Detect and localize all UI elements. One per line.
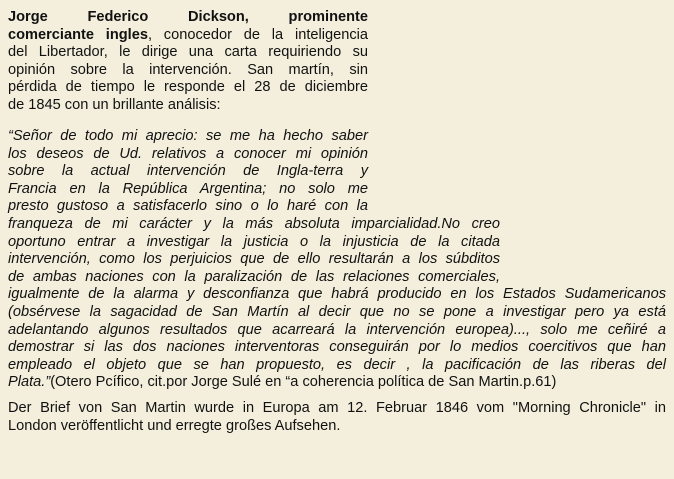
intro-paragraph: [8, 9, 368, 115]
quote-line: “Señor de todo mi aprecio: se me ha hecho saber: [8, 128, 368, 144]
german-line: Der Brief von San Martin wurde in Europa am 12. Februar 1846 vom "Morning Chronicle" in: [8, 400, 666, 416]
quote-line: adelantando algunos resultados que acarreará la intervención europea)..., solo me ceñiré a: [8, 321, 666, 338]
quote-line: franqueza de mi carácter y la más absoluta imparcialidad.No creo: [8, 215, 500, 232]
intro-line: del Libertador, le dirige una carta requiriendo su: [8, 44, 368, 61]
quote-line: demostrar si las dos naciones interventoras conseguirán por lo medios coercitivos que han: [8, 339, 666, 356]
citation: (Otero Pcífico, cit.por Jorge Sulé en “a coherencia política de San Martin.p.61): [50, 374, 557, 391]
quote-line: sobre la actual intervención de Ingla-terra y: [8, 163, 368, 180]
quote-line: igualmente de la alarma y desconfianza que habrá producido en los Estados Sudamericanos: [8, 286, 666, 303]
quote-end: Plata.”: [8, 374, 51, 391]
quote-line: presto gustoso a satisfacerlo sino o lo haré con la: [8, 198, 368, 215]
quote-line: los deseos de Ud. relativos a conocer mi opinión: [8, 145, 368, 162]
quote-line: de ambas naciones con la paralización de las relaciones comerciales,: [8, 268, 500, 285]
author-role: comerciante ingles: [8, 26, 148, 43]
intro-line: pérdida de tiempo le responde el 28 de diciembre: [8, 79, 368, 96]
intro-line: de 1845 con un brillante análisis:: [8, 96, 221, 113]
german-paragraph: [8, 400, 666, 435]
intro-line: comerciante ingles, conocedor de la inteligencia: [8, 26, 368, 43]
german-line: London veröffentlicht und erregte großes Aufsehen.: [8, 417, 341, 434]
intro-line: opinión sobre la intervención. San martín, sin: [8, 61, 368, 78]
author-name: Jorge Federico Dickson, prominente: [8, 9, 368, 25]
quote-line: oportuno entrar a investigar la justicia o la injusticia de la citada: [8, 233, 500, 250]
quote-line: (obsérvese la sagacidad de San Martín al decir que no se pone a investigar pero ya está: [8, 303, 666, 320]
quote-last-line: [8, 374, 666, 392]
quote-line: empleado el objeto que se han propuesto, es decir , la pacificación de las riberas del: [8, 356, 666, 373]
quote-line: intervención, como los perjuicios que de ello resultarán a los súbditos: [8, 251, 500, 268]
intro-line: [8, 9, 368, 27]
quote-line: Francia en la República Argentina; no solo me: [8, 180, 368, 197]
quote-paragraph: [8, 128, 666, 392]
